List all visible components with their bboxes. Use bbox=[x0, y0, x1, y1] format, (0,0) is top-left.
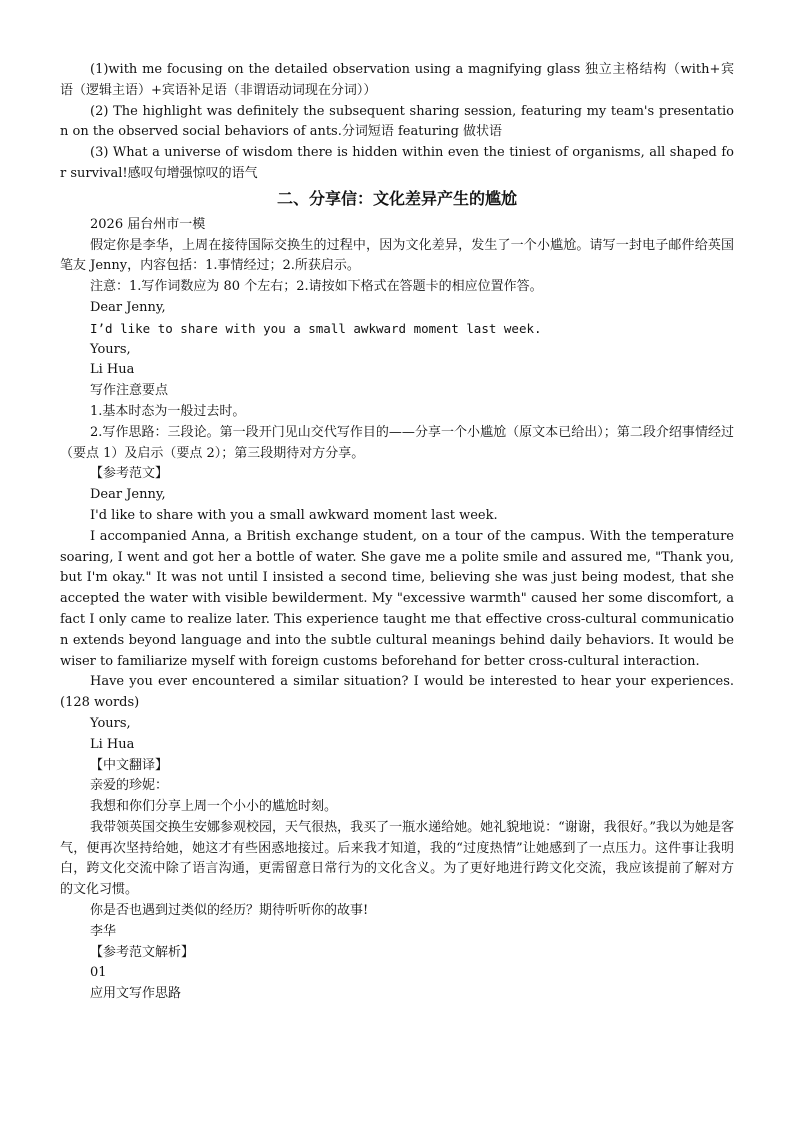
translation-body: 我带领英国交换生安娜参观校园，天气很热，我买了一瓶水递给她。她礼貌地说：“谢谢，我很好。”我以为她是客气，便再次坚持给她，她这才有些困惑地接过。后来我才知道，我的“过度热情”让她感到了一点压力。这件事让我明白，跨文化交流中除了语言沟通，更需留意日常行为的文化含义。为了更好地进行跨文化交流，我应该提前了解对方的文化习惯。 bbox=[60, 819, 734, 898]
section-heading: 二、分享信：文化差异产生的尴尬 bbox=[276, 188, 517, 208]
analysis-number: 01 bbox=[90, 965, 107, 981]
analysis-subtitle: 应用文写作思路 bbox=[90, 986, 182, 1002]
translation-title: 【中文翻译】 bbox=[90, 757, 169, 773]
translation-greeting: 亲爱的珍妮： bbox=[90, 778, 169, 794]
note-paragraph-3: (3) What a universe of wisdom there is hidden within even the tiniest of organisms, all shaped for survival!感叹句增强惊叹的语气 bbox=[60, 145, 734, 181]
format-closing: Yours, bbox=[90, 341, 131, 357]
note-paragraph-2: (2) The highlight was definitely the subsequent sharing session, featuring my team's presentation on the observed social behaviors of ants.分词短语 featuring 做状语 bbox=[60, 103, 734, 140]
sample-greeting: Dear Jenny, bbox=[90, 487, 166, 503]
analysis-title: 【参考范文解析】 bbox=[90, 944, 195, 960]
translation-closing: 你是否也遇到过类似的经历？期待听听你的故事! bbox=[90, 903, 369, 919]
note-paragraph-1: (1)with me focusing on the detailed observation using a magnifying glass 独立主格结构（with+宾语（逻辑主语）+宾语补足语（非谓语动词现在分词）） bbox=[60, 62, 734, 98]
format-greeting: Dear Jenny, bbox=[90, 299, 166, 315]
tip-2: 2.写作思路：三段论。第一段开门见山交代写作目的——分享一个小尴尬（原文本已给出）；第二段介绍事情经过（要点 1）及启示（要点 2）；第三段期待对方分享。 bbox=[60, 424, 734, 461]
sample-body: I accompanied Anna, a British exchange student, on a tour of the campus. With the temperature soaring, I went and got her a bottle of water. She gave me a polite smile and assured me, "Thank you, but I'm okay." It was not until I insisted a second time, believing she was just being modest, that she accepted the water with visible bewilderment. My "excessive warmth" caused her some discomfort, a fact I only came to realize later. This experience taught me that effective cross-cultural communication extends beyond language and into the subtle cultural meanings behind daily behaviors. It would be wiser to familiarize myself with foreign customs beforehand for better cross-cultural interaction. bbox=[60, 528, 734, 669]
format-signature: Li Hua bbox=[90, 362, 135, 378]
translation-opening: 我想和你们分享上周一个小小的尴尬时刻。 bbox=[90, 799, 338, 815]
writing-notice: 注意：1.写作词数应为 80 个左右；2.请按如下格式在答题卡的相应位置作答。 bbox=[90, 279, 543, 295]
sample-closing: Yours, bbox=[90, 715, 131, 731]
tip-1: 1.基本时态为一般过去时。 bbox=[90, 403, 246, 419]
tips-title: 写作注意要点 bbox=[90, 383, 169, 399]
format-opening: I’d like to share with you a small awkward moment last week. bbox=[90, 320, 542, 336]
sample-title: 【参考范文】 bbox=[90, 466, 169, 482]
sample-opening: I'd like to share with you a small awkward moment last week. bbox=[90, 507, 498, 523]
writing-prompt: 假定你是李华，上周在接待国际交换生的过程中，因为文化差异，发生了一个小尴尬。请写一封电子邮件给英国笔友 Jenny，内容包括：1.事情经过；2.所获启示。 bbox=[60, 237, 734, 274]
translation-signature: 李华 bbox=[90, 923, 117, 939]
exam-source: 2026 届台州市一模 bbox=[90, 216, 206, 232]
document-page bbox=[60, 60, 734, 1005]
sample-signature: Li Hua bbox=[90, 736, 135, 752]
sample-closing-paragraph: Have you ever encountered a similar situation? I would be interested to hear your experiences. (128 words) bbox=[60, 674, 734, 711]
